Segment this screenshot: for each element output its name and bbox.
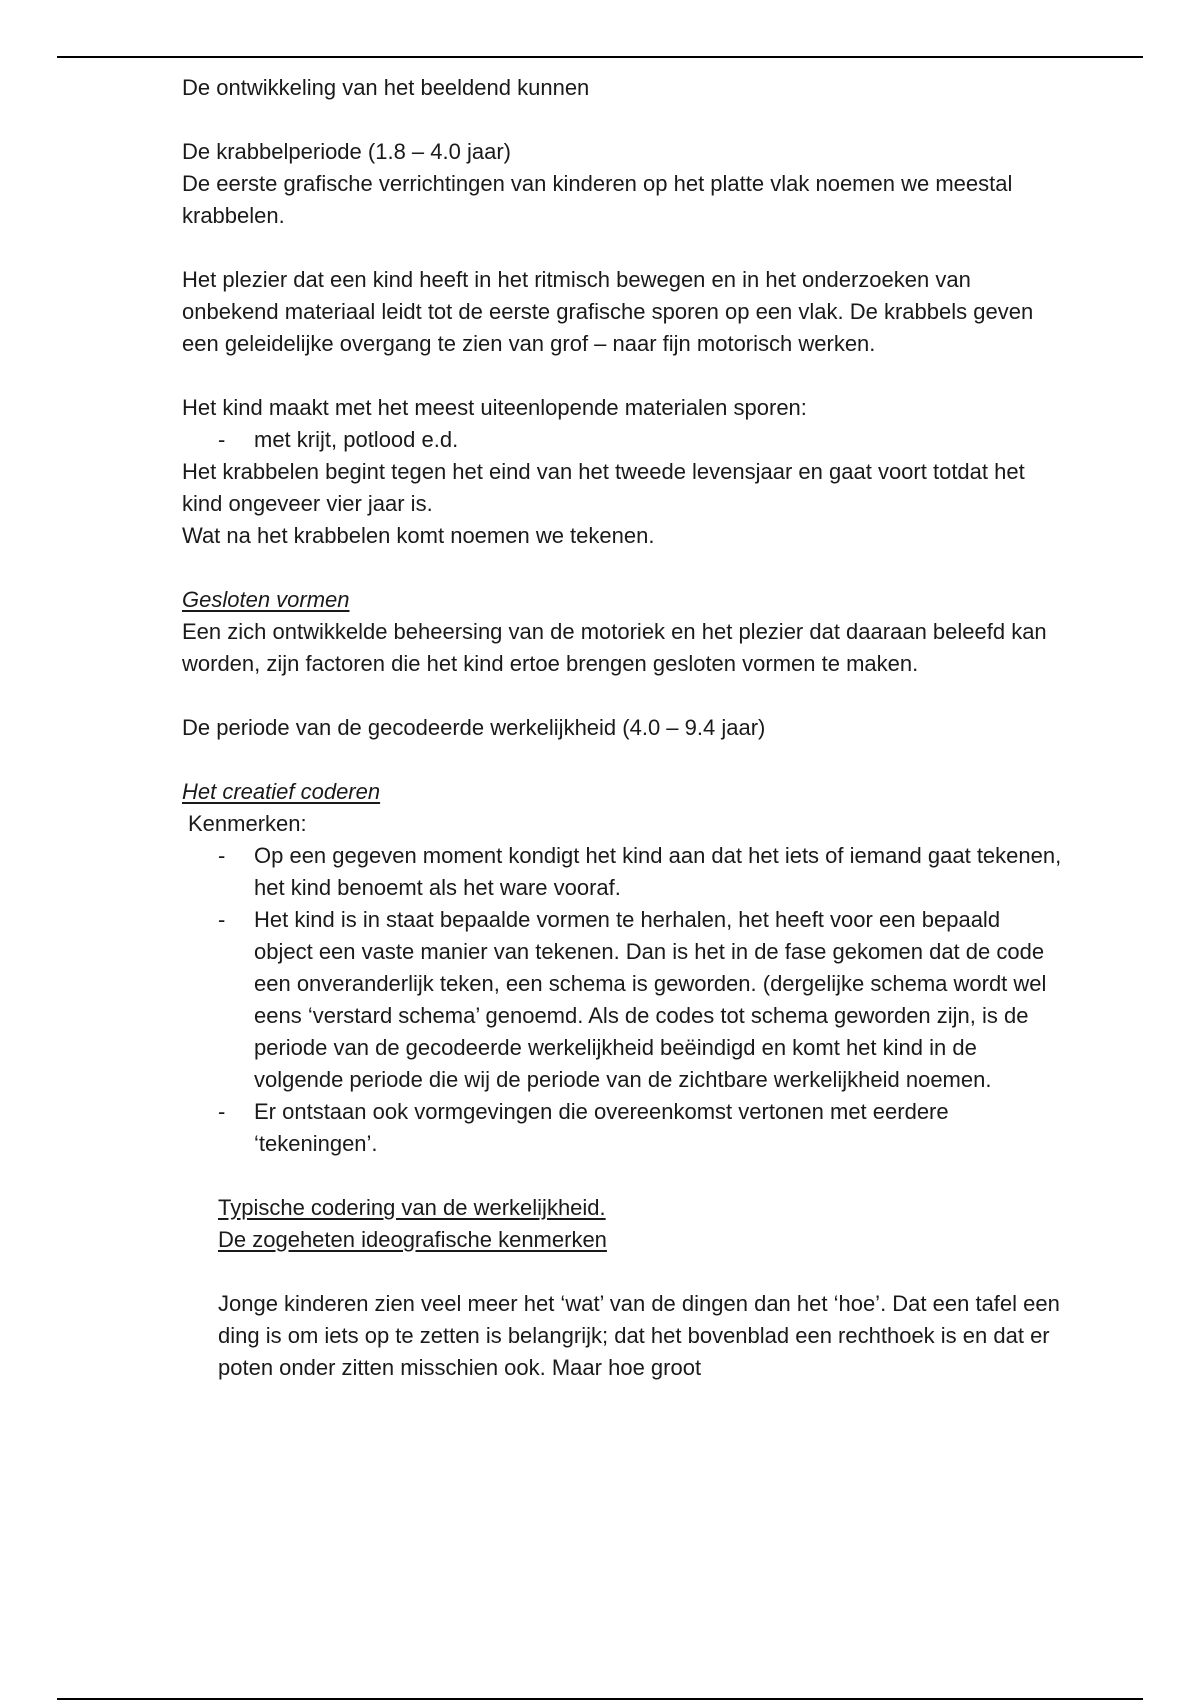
paragraph: Het krabbelen begint tegen het eind van het tweede levensjaar en gaat voort totdat het kind ongeveer vier jaar is.	[182, 459, 1025, 516]
krabbel-heading: De krabbelperiode (1.8 – 4.0 jaar)	[182, 139, 511, 164]
gecodeerd-heading: De periode van de gecodeerde werkelijkheid (4.0 – 9.4 jaar)	[182, 715, 766, 740]
list-item	[182, 904, 1062, 1096]
list-item-text: Het kind is in staat bepaalde vormen te herhalen, het heeft voor een bepaald object een vaste manier van tekenen. Dan is het in de fase gekomen dat de code een onveranderlijk teken, een schema is geworden. (dergelijke schema wordt wel eens ‘verstard schema’ genoemd. Als de codes tot schema geworden zijn, is de periode van de gecodeerde werkelijkheid beëindigd en komt het kind in de volgende periode die wij de periode van de zichtbare werkelijkheid noemen.	[254, 907, 1047, 1092]
list-item-text: met krijt, potlood e.d.	[254, 427, 459, 452]
dash-bullet: -	[218, 1099, 226, 1124]
paragraph: Een zich ontwikkelde beheersing van de motoriek en het plezier dat daaraan beleefd kan worden, zijn factoren die het kind ertoe brengen gesloten vormen te maken.	[182, 619, 1047, 676]
dash-bullet: -	[218, 843, 226, 868]
list-item	[182, 424, 1062, 456]
paragraph: Het kind maakt met het meest uiteenlopende materialen sporen:	[182, 395, 807, 420]
kenmerken-list	[182, 840, 1062, 1160]
typisch-section	[182, 1192, 1062, 1384]
ideografisch-heading: De zogeheten ideografische kenmerken	[218, 1227, 607, 1252]
paragraph: Jonge kinderen zien veel meer het ‘wat’ van de dingen dan het ‘hoe’. Dat een tafel een ding is om iets op te zetten is belangrijk; dat het bovenblad een rechthoek is en dat er poten onder zitten misschien ook. Maar hoe groot	[218, 1291, 1060, 1380]
document-title: De ontwikkeling van het beeldend kunnen	[182, 75, 590, 100]
header-rule	[57, 56, 1143, 58]
list-item-text: Op een gegeven moment kondigt het kind aan dat het iets of iemand gaat tekenen, het kind benoemt als het ware vooraf.	[254, 843, 1062, 900]
paragraph: Het plezier dat een kind heeft in het ritmisch bewegen en in het onderzoeken van onbekend materiaal leidt tot de eerste grafische sporen op een vlak. De krabbels geven een geleidelijke overgang te zien van grof – naar fijn motorisch werken.	[182, 267, 1034, 356]
typisch-heading: Typische codering van de werkelijkheid.	[218, 1195, 606, 1220]
dash-bullet: -	[218, 427, 226, 452]
kenmerken-label: Kenmerken:	[188, 811, 307, 836]
list-item-text: Er ontstaan ook vormgevingen die overeenkomst vertonen met eerdere ‘tekeningen’.	[254, 1099, 949, 1156]
list-item	[182, 1096, 1062, 1160]
document-body	[182, 72, 1062, 1384]
paragraph: De eerste grafische verrichtingen van kinderen op het platte vlak noemen we meestal krabbelen.	[182, 171, 1013, 228]
gesloten-heading: Gesloten vormen	[182, 587, 350, 612]
list-item	[182, 840, 1062, 904]
materials-list	[182, 424, 1062, 456]
paragraph: Wat na het krabbelen komt noemen we tekenen.	[182, 523, 655, 548]
dash-bullet: -	[218, 907, 226, 932]
creatief-heading: Het creatief coderen	[182, 779, 381, 804]
